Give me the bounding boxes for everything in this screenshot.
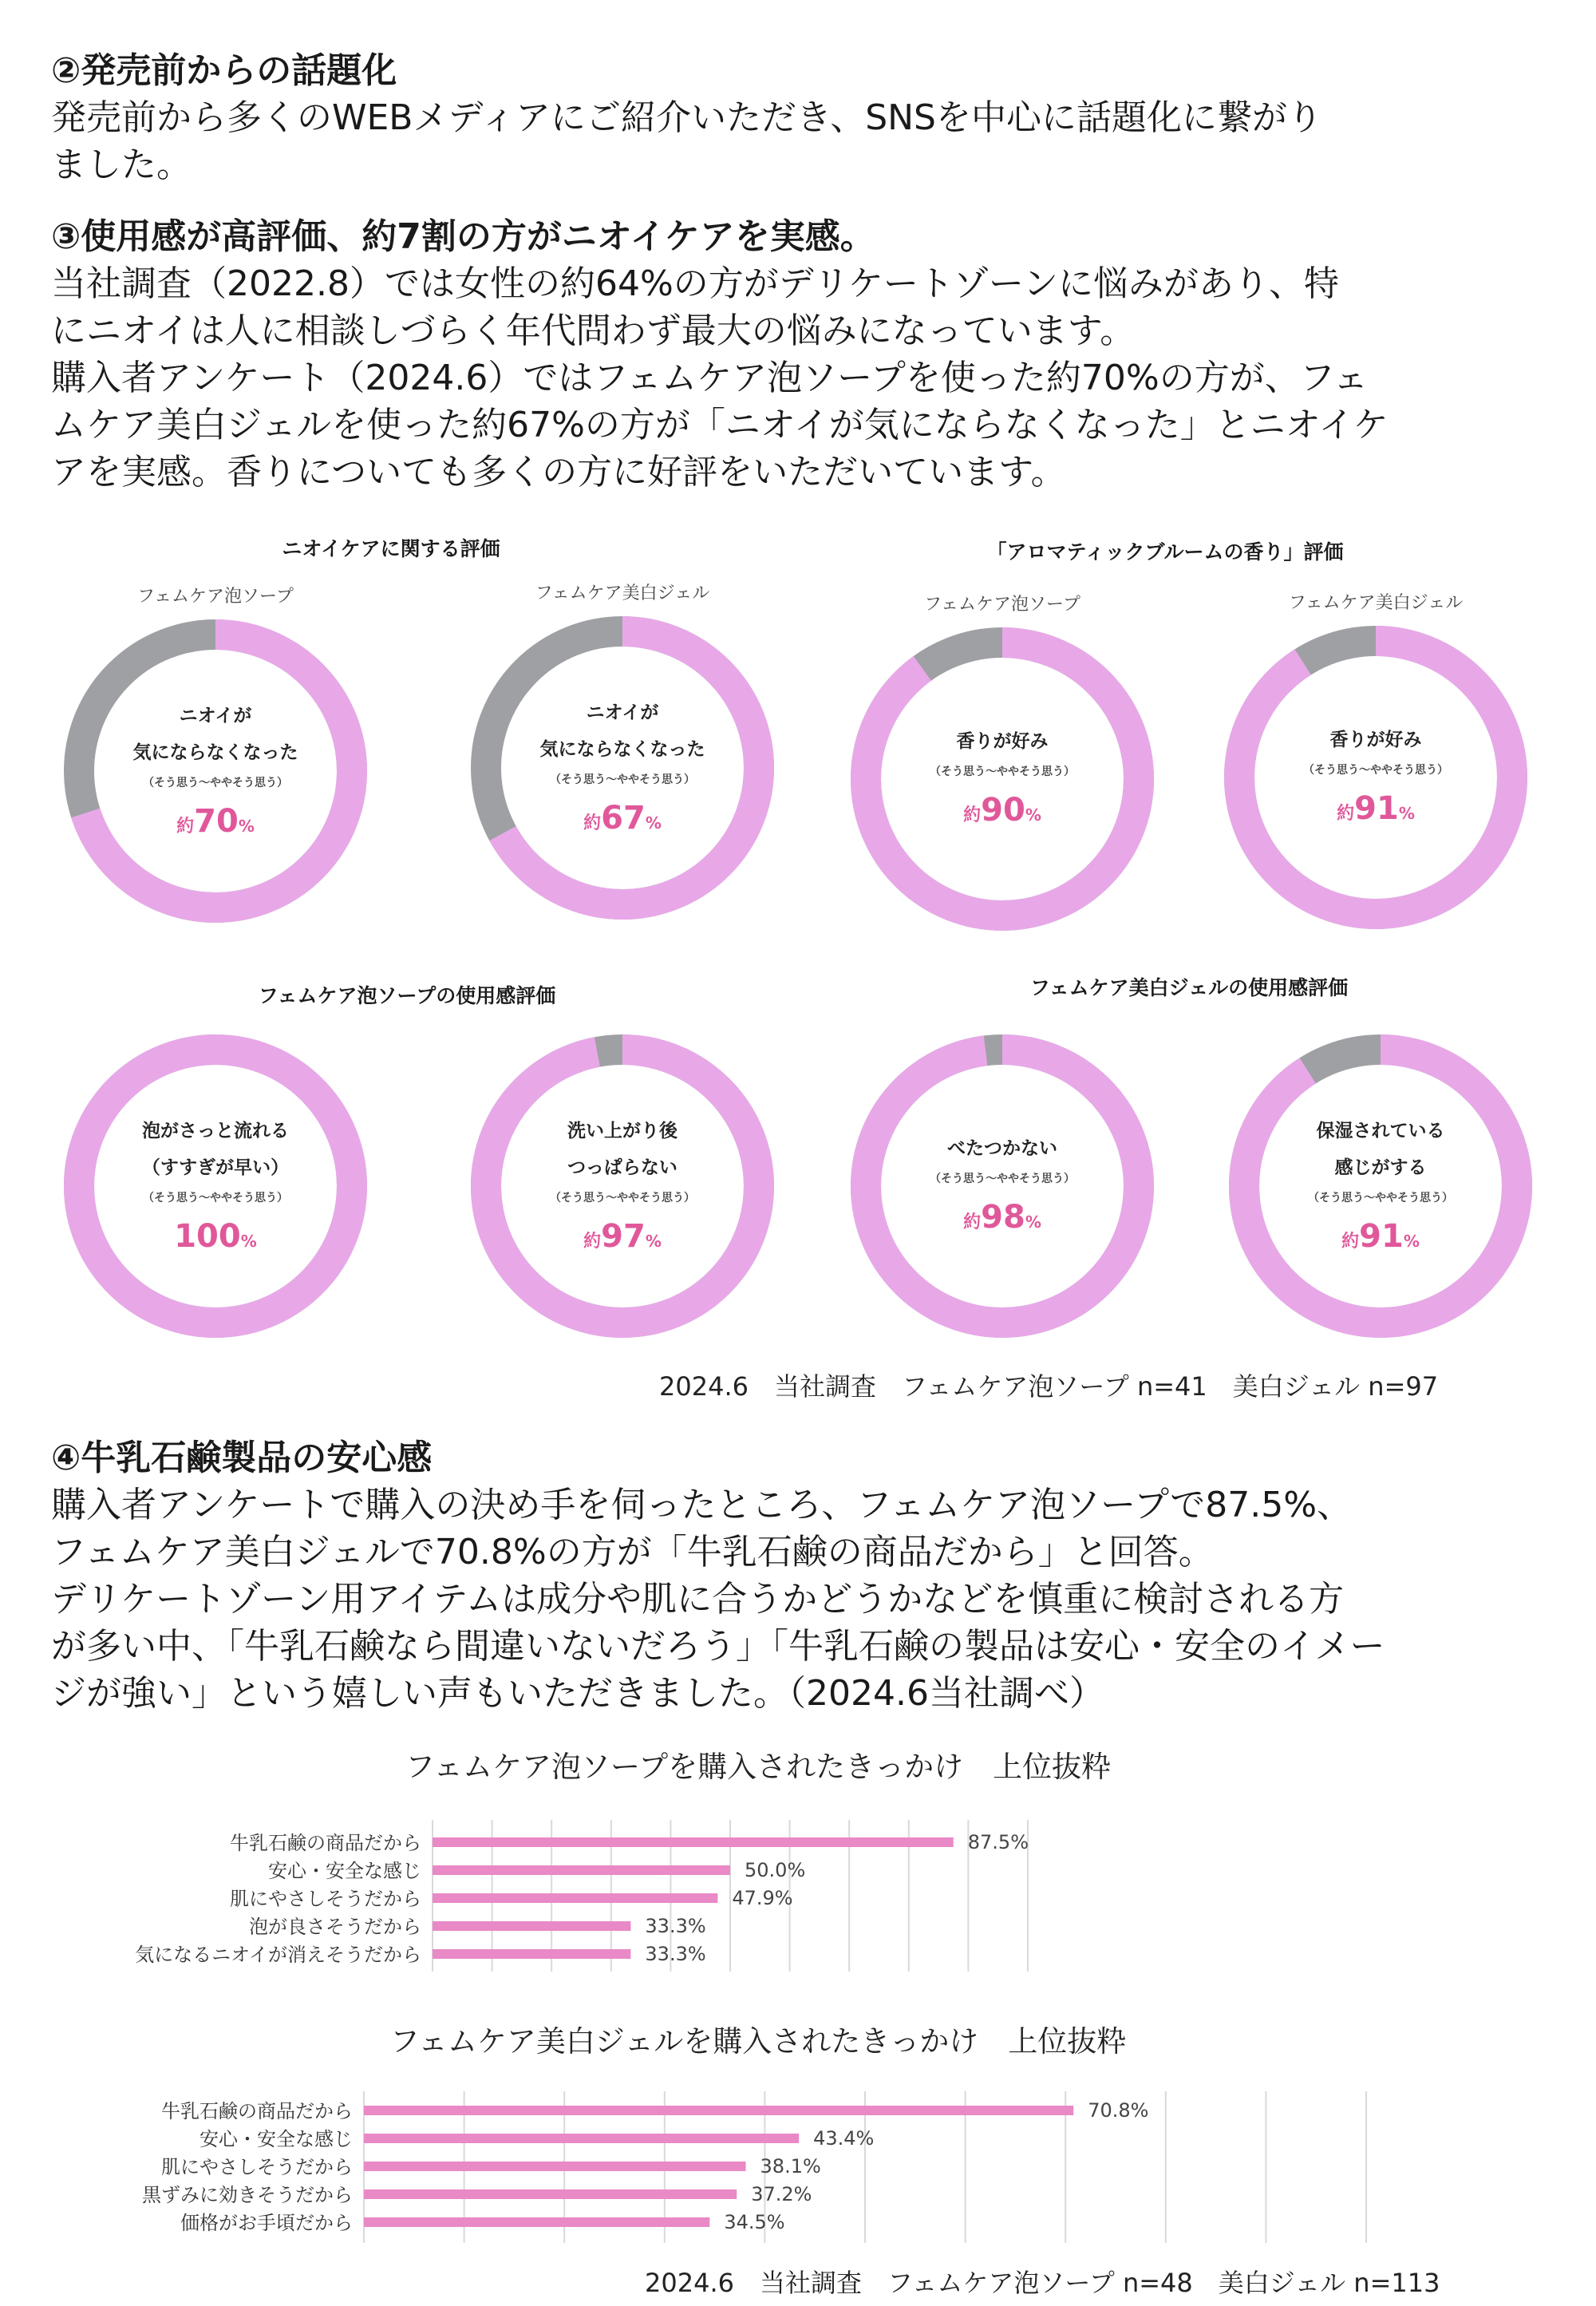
value-number: 91 — [1354, 790, 1399, 827]
bar — [433, 1865, 730, 1875]
value-number: 100 — [174, 1218, 241, 1255]
donut-center-value — [1256, 790, 1495, 827]
section-heading: ③使用感が高評価、約7割の方がニオイケアを実感。 — [51, 216, 875, 257]
bar-category-label: 肌にやさしそうだから — [230, 1888, 421, 1910]
section-text-line: 購入者アンケートで購入の決め手を伺ったところ、フェムケア泡ソープで87.5%、 — [51, 1485, 1353, 1525]
bar-category-label: 泡が良さそうだから — [249, 1916, 421, 1938]
section-heading: ④牛乳石鹸製品の安心感 — [51, 1438, 433, 1478]
donut-chart — [48, 998, 383, 1373]
bar-value-label: 87.5% — [967, 1831, 1029, 1853]
value-prefix: 約 — [176, 817, 195, 837]
section-text-line: 当社調査（2022.8）では女性の約64%の方がデリケートゾーンに悩みがあり、特 — [51, 263, 1339, 304]
donut-center-value — [1261, 1218, 1500, 1255]
donut-center-label: べたつかない — [947, 1138, 1057, 1159]
value-number: 91 — [1359, 1218, 1404, 1255]
donut-center-text — [883, 723, 1122, 829]
value-suffix: % — [1403, 1232, 1420, 1251]
donut-group-title: ニオイケアに関する評価 — [282, 537, 500, 560]
bar — [433, 1837, 954, 1847]
bar — [364, 2189, 737, 2199]
donut-center-text — [1261, 1113, 1500, 1255]
donut-chart — [835, 998, 1170, 1373]
bar-category-label: 安心・安全な感じ — [268, 1860, 421, 1882]
bar-chart-gel-svg — [0, 2091, 1596, 2251]
bar-value-label: 34.5% — [724, 2211, 785, 2233]
section-buzz — [51, 48, 1551, 188]
donut-center-sublabel: （そう思う～ややそう思う） — [550, 1192, 695, 1204]
bar-category-label: 牛乳石鹸の商品だから — [161, 2100, 353, 2122]
bar-chart-soap — [0, 1820, 1596, 1980]
survey-note: 2024.6 当社調査 フェムケア泡ソープ n=41 美白ジェル n=97 — [659, 1371, 1439, 1402]
bar-category-label: 気になるニオイが消えそうだから — [135, 1944, 421, 1966]
donut-chart — [455, 998, 790, 1373]
section-text-line: 購入者アンケート（2024.6）ではフェムケア泡ソープを使った約70%の方が、フェ — [51, 358, 1369, 398]
bar-category-label: 安心・安全な感じ — [200, 2128, 353, 2150]
donut-center-sublabel: （そう思う～ややそう思う） — [143, 777, 288, 789]
donut-product-label: フェムケア泡ソープ — [137, 587, 294, 607]
section-trust — [51, 1435, 1551, 1717]
donut-center-label: 洗い上がり後 — [567, 1121, 678, 1141]
value-prefix: 約 — [963, 1212, 982, 1232]
donut-center-label: ニオイが — [179, 706, 252, 726]
donut-center-label: つっぱらない — [567, 1157, 678, 1178]
bar-value-label: 47.9% — [732, 1887, 793, 1909]
bar — [433, 1893, 717, 1903]
section-text-line: デリケートゾーン用アイテムは成分や肌に合うかどうかなどを慎重に検討される方 — [51, 1579, 1345, 1620]
donut-center-text — [883, 1130, 1122, 1236]
bar-value-label: 33.3% — [645, 1915, 706, 1937]
section-text-line: ました。 — [51, 144, 192, 185]
donut-center-text — [96, 1113, 335, 1255]
donut-group-title: フェムケア泡ソープの使用感評価 — [258, 984, 556, 1007]
donut-center-text — [1256, 722, 1495, 827]
value-number: 70 — [194, 803, 239, 840]
bar-chart-title: フェムケア美白ジェルを購入されたきっかけ 上位抜粋 — [389, 2024, 1127, 2059]
donut-center-label: 保湿されている — [1316, 1121, 1445, 1141]
value-suffix: % — [645, 813, 662, 833]
value-prefix: 約 — [1337, 804, 1355, 824]
value-suffix: % — [240, 1232, 257, 1251]
donut-chart — [455, 579, 790, 955]
donut-group-title: 「アロマティックブルームの香り」評価 — [986, 540, 1344, 564]
donut-center-text — [503, 694, 742, 837]
donut-center-sublabel: （そう思う～ややそう思う） — [930, 1173, 1075, 1185]
bar-chart-soap-svg — [0, 1820, 1596, 1980]
bar-value-label: 50.0% — [745, 1859, 806, 1881]
donut-center-label: 感じがする — [1334, 1157, 1427, 1178]
donut-center-value — [96, 803, 335, 840]
donut-center-value — [883, 1199, 1122, 1236]
donut-chart — [48, 583, 383, 958]
donut-center-value — [883, 792, 1122, 829]
value-prefix: 約 — [583, 1232, 602, 1252]
value-number: 90 — [981, 792, 1025, 829]
donut-center-label: 香りが好み — [1329, 730, 1422, 750]
donut-center-label: 泡がさっと流れる — [142, 1121, 289, 1141]
bar-value-label: 70.8% — [1088, 2099, 1149, 2122]
section-text-line: フェムケア美白ジェルで70.8%の方が「牛乳石鹸の商品だから」と回答。 — [51, 1532, 1214, 1572]
donut-chart — [1213, 998, 1548, 1373]
section-heading: ②発売前からの話題化 — [51, 50, 397, 91]
donut-chart — [1208, 589, 1543, 964]
bar-value-label: 43.4% — [813, 2127, 875, 2150]
donut-center-sublabel: （そう思う～ややそう思う） — [1303, 764, 1448, 777]
bar-category-label: 価格がお手頃だから — [180, 2212, 353, 2234]
donut-product-label: フェムケア美白ジェル — [535, 583, 710, 603]
value-suffix: % — [1025, 805, 1041, 825]
section-text-line: アを実感。香りについても多くの方に好評をいただいています。 — [51, 452, 1066, 492]
donut-product-label: フェムケア美白ジェル — [1288, 593, 1464, 613]
bar-category-label: 牛乳石鹸の商品だから — [230, 1832, 421, 1854]
value-suffix: % — [238, 817, 255, 836]
bar-category-label: 黒ずみに効きそうだから — [142, 2184, 353, 2206]
donut-center-sublabel: （そう思う～ややそう思う） — [550, 773, 695, 786]
donut-center-text — [503, 1113, 742, 1255]
section-text-line: ムケア美白ジェルを使った約67%の方が「ニオイが気にならなくなった」とニオイケ — [51, 405, 1389, 445]
donut-chart — [835, 591, 1170, 966]
bar-chart-title: フェムケア泡ソープを購入されたきっかけ 上位抜粋 — [405, 1750, 1112, 1784]
value-prefix: 約 — [963, 805, 982, 825]
donut-center-value — [503, 1218, 742, 1255]
bar-category-label: 肌にやさしそうだから — [161, 2156, 353, 2178]
bar — [433, 1921, 630, 1931]
donut-center-sublabel: （そう思う～ややそう思う） — [1308, 1192, 1453, 1204]
donut-center-value — [503, 800, 742, 837]
donut-center-label: ニオイが — [586, 702, 659, 723]
bar — [364, 2134, 799, 2143]
donut-group-title: フェムケア美白ジェルの使用感評価 — [1029, 976, 1349, 999]
section-text-line: にニオイは人に相談しづらく年代問わず最大の悩みになっています。 — [51, 310, 1136, 351]
donut-product-label: フェムケア泡ソープ — [924, 595, 1080, 615]
value-number: 97 — [601, 1218, 646, 1255]
section-text-line: が多い中、「牛乳石鹸なら間違いないだろう」「牛乳石鹸の製品は安心・安全のイメー — [51, 1626, 1385, 1667]
bar — [433, 1949, 630, 1959]
value-prefix: 約 — [1341, 1232, 1360, 1252]
bar — [364, 2162, 746, 2171]
section-text-line: ジが強い」という嬉しい声もいただきました。（2024.6当社調べ） — [51, 1673, 1104, 1714]
donut-center-label: 気にならなくなった — [132, 742, 298, 763]
bar-chart-gel — [0, 2091, 1596, 2251]
survey-note: 2024.6 当社調査 フェムケア泡ソープ n=48 美白ジェル n=113 — [645, 2268, 1440, 2298]
value-number: 98 — [981, 1199, 1025, 1236]
value-suffix: % — [645, 1232, 662, 1251]
bar-value-label: 38.1% — [760, 2155, 821, 2177]
donut-center-sublabel: （そう思う～ややそう思う） — [930, 765, 1075, 778]
value-suffix: % — [1025, 1212, 1041, 1232]
section-usage — [51, 214, 1551, 496]
donut-center-value — [96, 1218, 335, 1255]
bar — [364, 2106, 1073, 2115]
donut-center-label: 気にならなくなった — [539, 739, 705, 760]
section-text-line: 発売前から多くのWEBメディアにご紹介いただき、SNSを中心に話題化に繋がり — [51, 97, 1322, 138]
donut-center-label: （すすぎが早い） — [141, 1157, 290, 1178]
value-prefix: 約 — [583, 813, 602, 833]
bar-value-label: 37.2% — [751, 2183, 812, 2205]
value-suffix: % — [1398, 804, 1415, 823]
donut-center-label: 香りが好み — [956, 731, 1049, 752]
bar-value-label: 33.3% — [645, 1943, 706, 1965]
donut-center-text — [96, 698, 335, 840]
donut-center-sublabel: （そう思う～ややそう思う） — [143, 1192, 288, 1204]
bar — [364, 2217, 709, 2227]
value-number: 67 — [601, 800, 646, 837]
